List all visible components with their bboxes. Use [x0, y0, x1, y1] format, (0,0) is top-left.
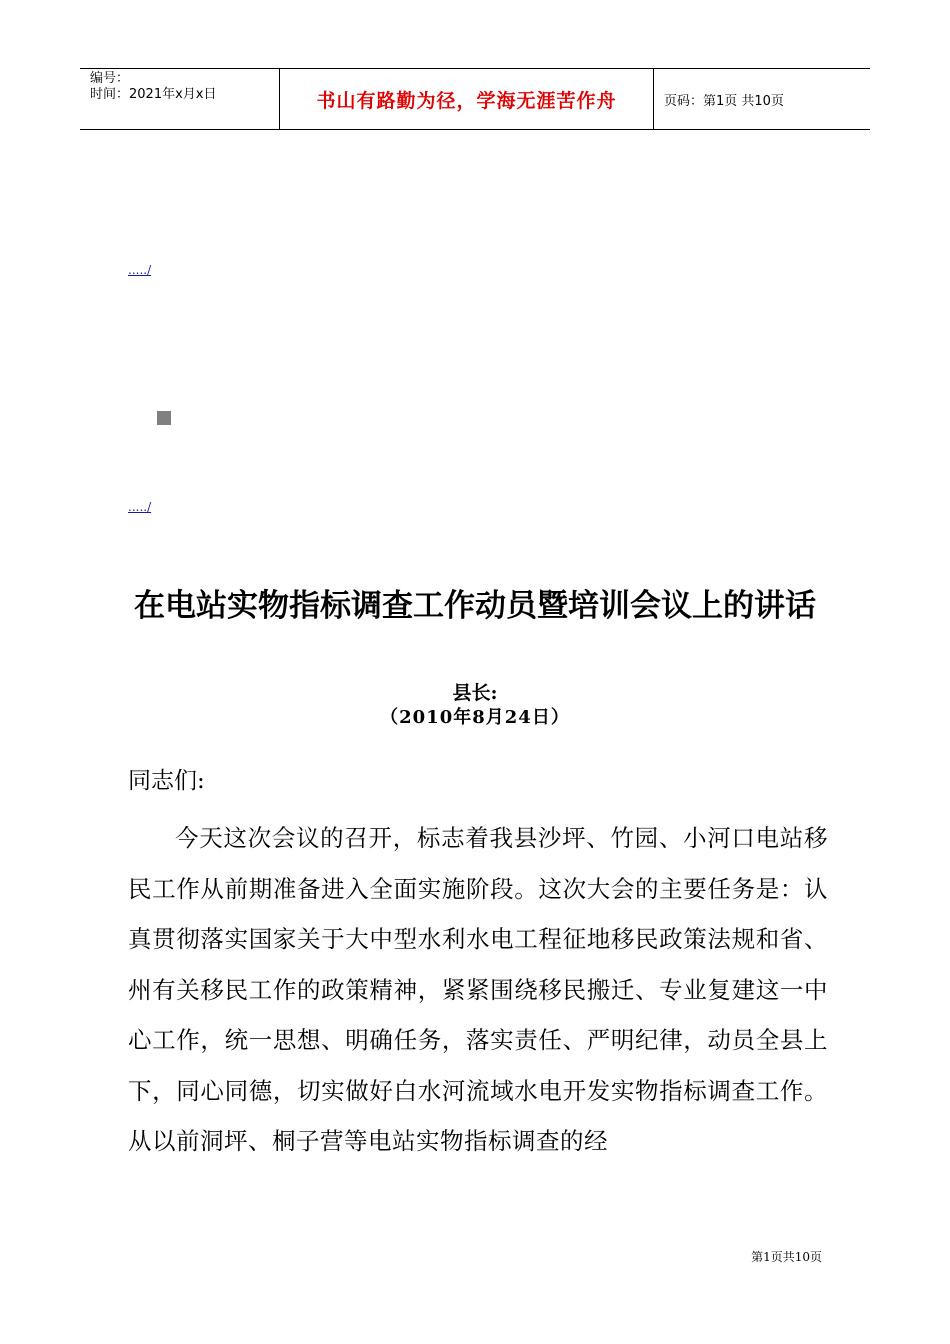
speaker-line: 县长: [452, 682, 498, 704]
document-title: 在电站实物指标调查工作动员暨培训会议上的讲话 [134, 588, 816, 624]
footer-page-number: 第1页共10页 [751, 1250, 822, 1264]
header-motto: 书山有路勤为径，学海无涯苦作舟 [280, 69, 654, 129]
body-paragraph: 今天这次会议的召开，标志着我县沙坪、竹园、小河口电站移民工作从前期准备进入全面实施阶段。这次大会的主要任务是：认真贯彻落实国家关于大中型水利水电工程征地移民政策法规和省、州有关移民工作的政策精神，紧紧围绕移民搬迁、专业复建这一中心工作，统一思想、明确任务，落实责任、严明纪律，动员全县上下，同心同德，切实做好白水河流域水电开发实物指标调查工作。从以前洞坪、桐子营等电站实物指标调查的经 [128, 824, 828, 1155]
ellipsis-link-2[interactable]: ...../ [128, 500, 152, 514]
ellipsis-link-1[interactable]: ...../ [128, 263, 152, 277]
speech-date: （2010年8月24日） [380, 707, 570, 728]
header-table [80, 68, 870, 130]
document-time-label: 时间：2021年x月x日 [90, 87, 217, 102]
placeholder-square-icon [157, 411, 171, 425]
header-meta-cell [80, 69, 280, 129]
document-number-label: 编号： [90, 71, 130, 86]
header-page-info: 页码：第1页 共10页 [664, 93, 784, 109]
greeting: 同志们: [128, 768, 205, 794]
